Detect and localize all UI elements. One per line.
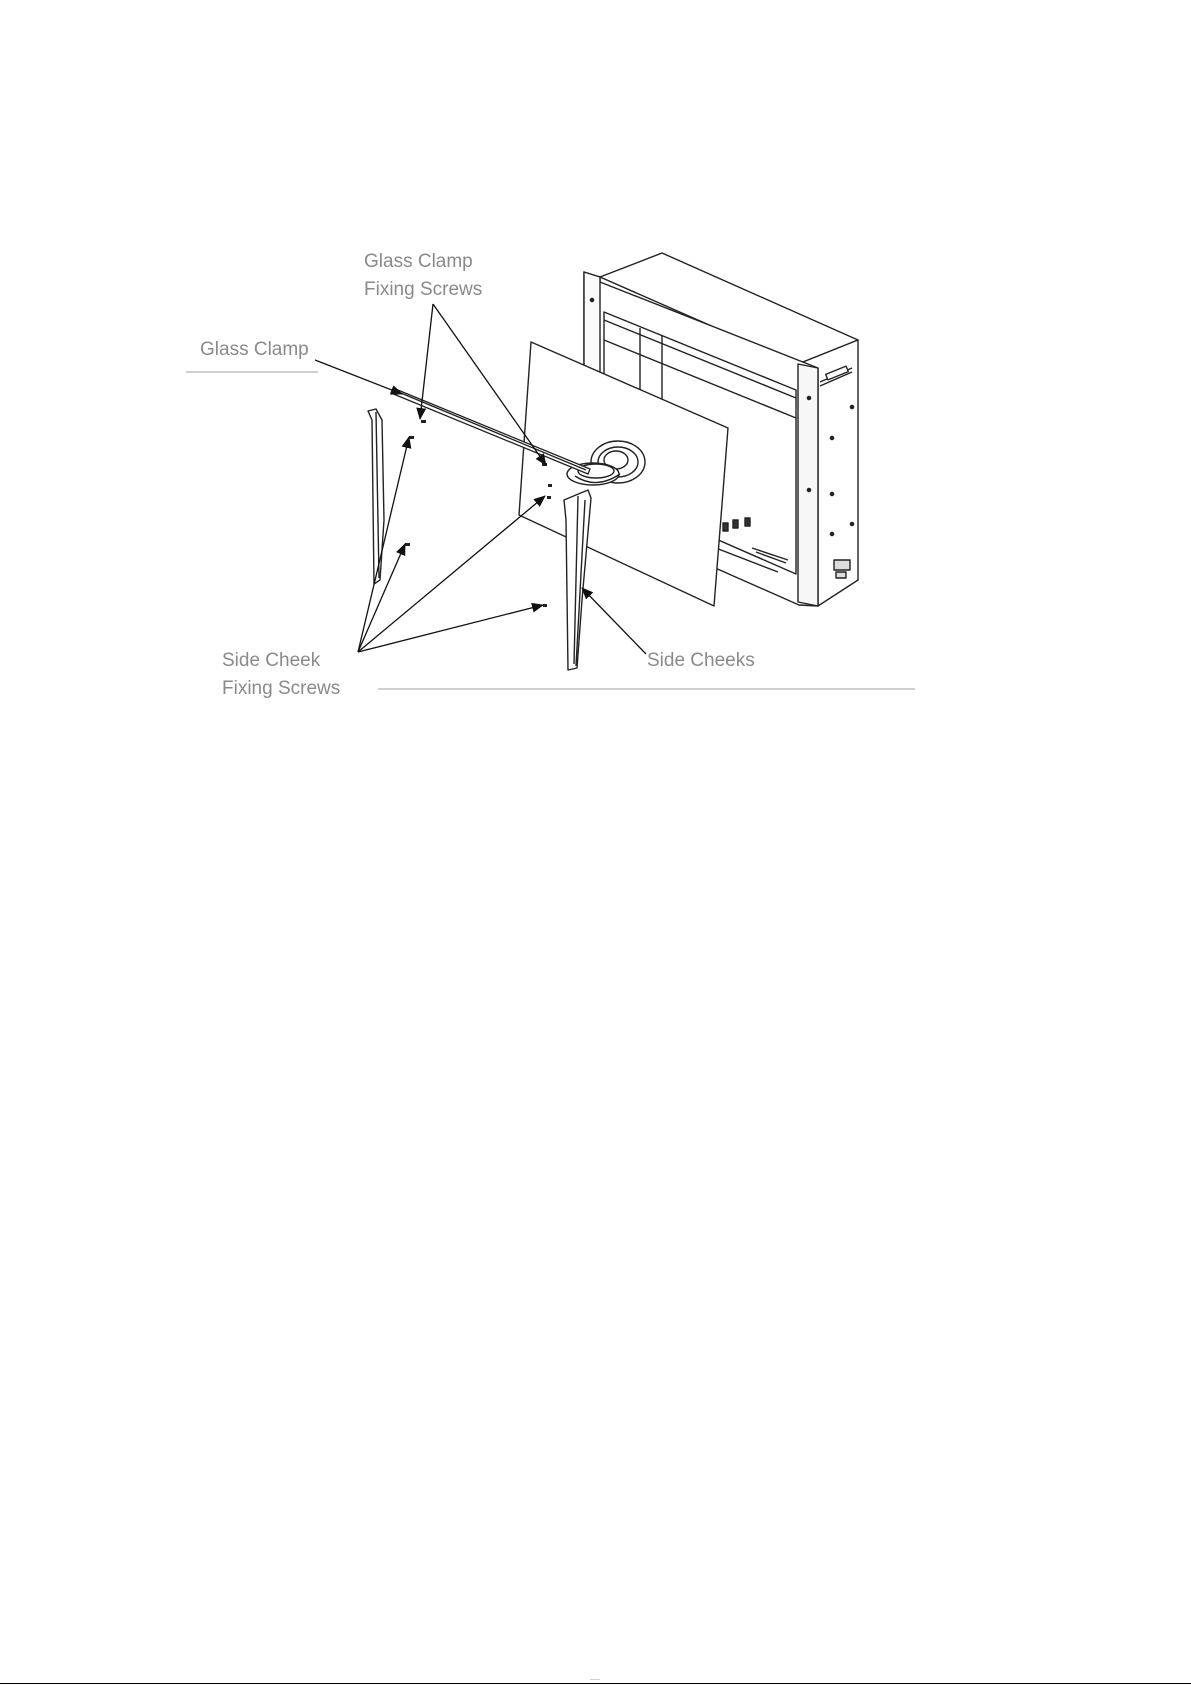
- side-cheek-left: [368, 409, 384, 584]
- label-line: Glass Clamp: [364, 251, 473, 272]
- side-cheek-right: [564, 490, 591, 670]
- label-side-cheeks: Side Cheeks: [647, 650, 755, 671]
- page-bottom-rule: [0, 1683, 1191, 1684]
- arrow-side-cheeks: [582, 588, 646, 654]
- label-line: Fixing Screws: [364, 279, 483, 300]
- label-line: Side Cheek: [222, 650, 321, 671]
- label-line: Fixing Screws: [222, 678, 341, 699]
- label-side-cheek-fixing-screws: [222, 647, 340, 703]
- label-glass-clamp-fixing-screws: [364, 248, 482, 304]
- arrow-glass-clamp: [315, 360, 402, 394]
- label-glass-clamp: Glass Clamp: [200, 339, 309, 360]
